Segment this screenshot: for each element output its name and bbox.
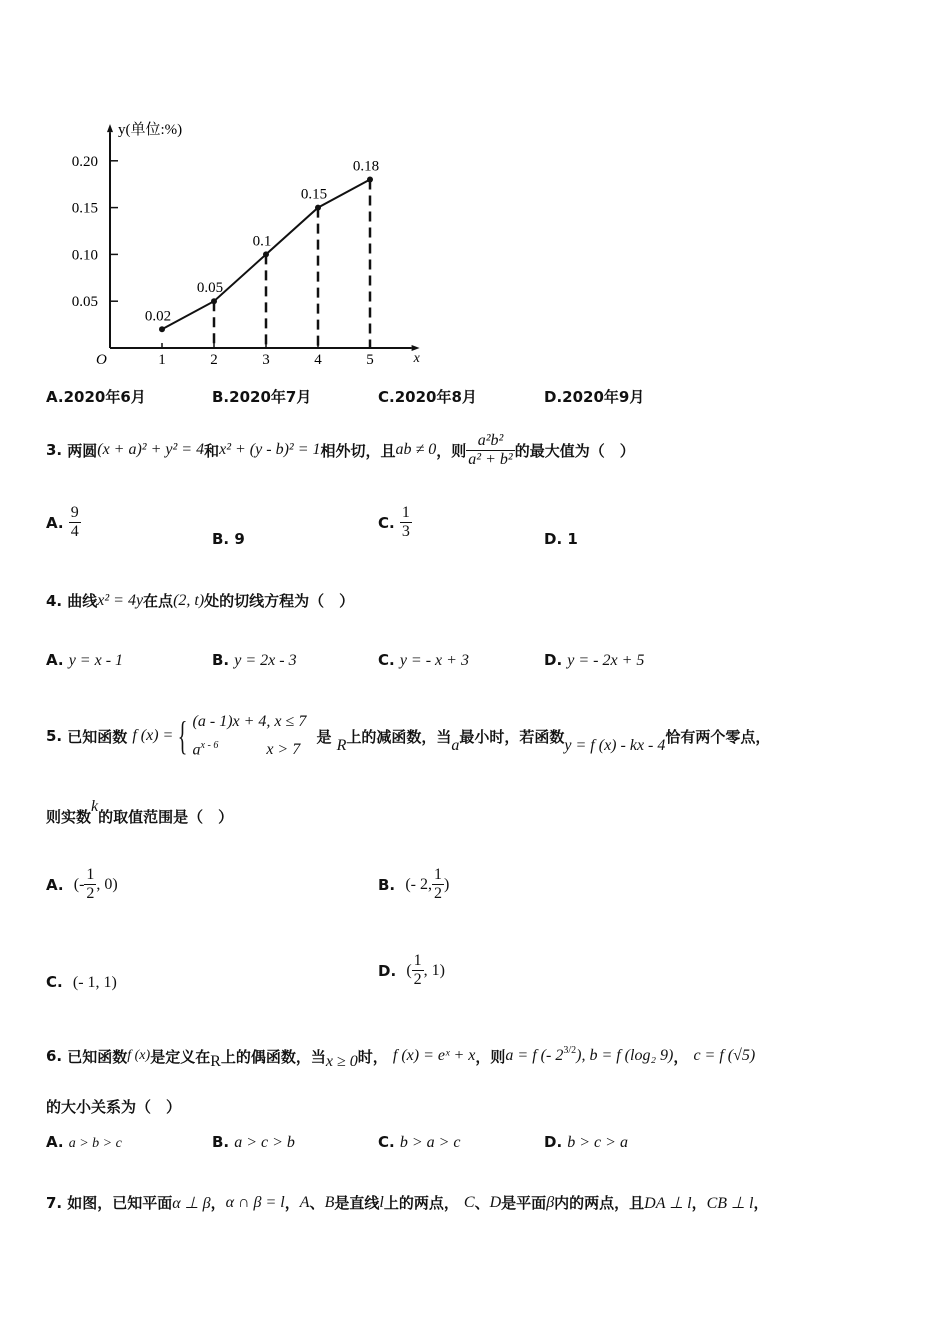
q6-option-a[interactable]: A. a > b > c: [46, 1133, 122, 1151]
data-point: [263, 251, 269, 257]
q7-stem: 7. 如图，已知平面 α ⊥ β ， α ∩ β = l ， A 、 B 是直线 l 上的两点， C 、 D 是平面 β 内的两点，且 DA ⊥ l ， CB ⊥ l ，: [46, 1193, 769, 1212]
q2-option-c[interactable]: C.2020年8月: [378, 388, 477, 406]
y-tick-label: 0.05: [71, 294, 98, 311]
data-label: 0.1: [252, 233, 272, 250]
q3-option-a[interactable]: A. $\frac{9}{4}$: [46, 504, 79, 540]
chart-labels: [72, 121, 421, 368]
data-point: [367, 177, 373, 183]
q4-option-a[interactable]: A. y = x - 1: [46, 651, 124, 669]
q3-stem: 3. 两圆 (x + a)² + y² = 4 和 x² + (y - b)² = 1 相外切，且 ab ≠ 0 ，则 $\frac{\text{a²b²}}{\text{a² + b²}}$ 的最大值为（ ）: [46, 431, 635, 468]
data-label: 0.18: [352, 158, 380, 175]
q5-stem: 5. 已知函数 f (x) = { (a - 1)x + 4, x ≤ 7 $a^{x - 6}$ x > 7 是 R 上的减函数，当 a 最小时，若函数 y = f (x) - kx - 4 恰有两个零点，: [46, 706, 770, 766]
q4-option-b[interactable]: B. y = 2x - 3: [212, 651, 297, 669]
x-tick-label: 4: [314, 352, 322, 368]
x-tick-label: 2: [210, 352, 218, 368]
q6-option-c[interactable]: C. b > a > c: [378, 1133, 461, 1151]
data-point: [315, 205, 321, 211]
q5-stem-2: 则实数 k 的取值范围是（ ）: [46, 797, 234, 826]
data-point: [159, 326, 165, 332]
data-point: [211, 298, 217, 304]
q4-option-c[interactable]: C. y = - x + 3: [378, 651, 469, 669]
q6-option-d[interactable]: D. b > c > a: [544, 1133, 628, 1151]
line-chart: [0, 0, 480, 380]
q5-option-c[interactable]: C. (- 1, 1): [46, 973, 117, 991]
q5-option-a[interactable]: A. (- $\frac{1}{2}$ , 0): [46, 866, 118, 902]
x-axis-label: x: [413, 351, 420, 366]
x-tick-label: 3: [262, 352, 270, 368]
y-tick-label: 0.20: [71, 153, 98, 170]
q2-option-a[interactable]: A.2020年6月: [46, 388, 146, 406]
y-axis-label: y(单位:%): [118, 122, 183, 139]
q5-option-b[interactable]: B. (- 2, $\frac{1}{2}$ ): [378, 866, 450, 902]
q2-option-b[interactable]: B.2020年7月: [212, 388, 312, 406]
x-tick-label: 5: [366, 352, 374, 368]
q3-option-b[interactable]: B. 9: [212, 530, 245, 548]
origin-label: O: [96, 352, 107, 368]
q4-option-d[interactable]: D. y = - 2x + 5: [544, 651, 645, 669]
y-tick-label: 0.15: [71, 200, 98, 217]
data-label: 0.05: [196, 280, 224, 297]
y-tick-label: 0.10: [71, 247, 98, 264]
data-label: 0.15: [300, 186, 328, 203]
q6-stem: 6. 已知函数 f (x) 是定义在 R 上的偶函数，当 x ≥ 0 时， f (x) = eˣ + x ，则 a = f (- 2 $^{3/2}$ ) , b = f (log₂ 9) ， c = f (√5): [46, 1044, 756, 1070]
q6-stem-2: 的大小关系为（ ）: [46, 1098, 182, 1116]
q6-option-b[interactable]: B. a > c > b: [212, 1133, 295, 1151]
q3-option-c[interactable]: C. $\frac{1}{3}$: [378, 504, 410, 540]
brace: {: [178, 713, 188, 758]
x-tick-label: 1: [158, 352, 166, 368]
q3-option-d[interactable]: D. 1: [544, 530, 578, 548]
piecewise-cases: (a - 1)x + 4, x ≤ 7 $a^{x - 6}$ x > 7: [192, 712, 307, 759]
y-axis-arrow: [107, 124, 113, 132]
q5-option-d[interactable]: D. ( $\frac{1}{2}$ , 1): [378, 952, 445, 988]
data-label: 0.02: [144, 308, 172, 325]
q4-stem: 4. 曲线 x² = 4y 在点 (2, t) 处的切线方程为（ ）: [46, 591, 355, 610]
q3-fraction: $\frac{\text{a²b²}}{\text{a² + b²}}$: [468, 431, 513, 468]
chart-drop-lines: [214, 180, 370, 348]
q2-option-d[interactable]: D.2020年9月: [544, 388, 645, 406]
